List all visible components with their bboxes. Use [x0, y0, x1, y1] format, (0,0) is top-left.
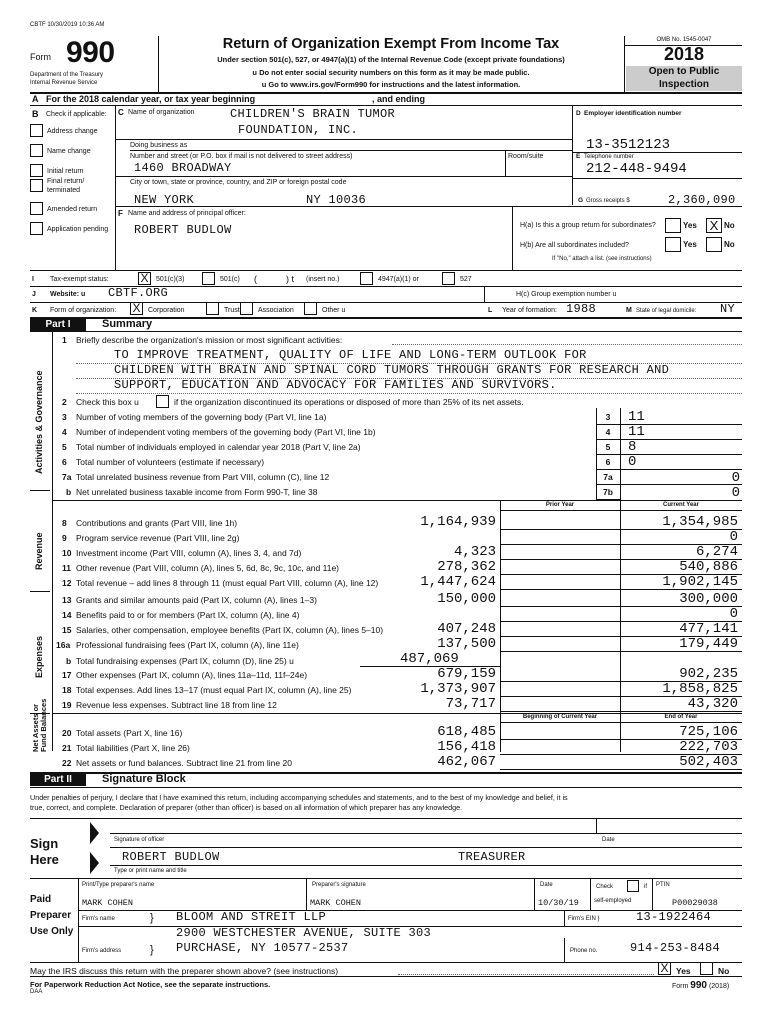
expense-line-num: 19 — [62, 700, 72, 710]
check-label: Check — [596, 884, 614, 890]
sidebar-expenses: Expenses — [34, 635, 44, 678]
mission-line-1: TO IMPROVE TREATMENT, QUALITY OF LIFE AND LONG-TERM OUTLOOK FOR — [114, 348, 587, 362]
revenue-line-text: Total revenue – add lines 8 through 11 (must equal Part VIII, column (A), line 12) — [76, 578, 379, 588]
revenue-line-num: 8 — [62, 518, 67, 528]
expense-line-num: 13 — [62, 595, 72, 605]
revenue-line-rule — [500, 529, 742, 530]
expense-line-rule — [500, 711, 742, 712]
revenue-line-text: Other revenue (Part VIII, column (A), lines 5, 6d, 8c, 9c, 10c, and 11e) — [76, 563, 339, 573]
association-label: Association — [258, 307, 294, 314]
501c-open-paren: ( — [254, 274, 257, 284]
gov-line-num: 3 — [62, 412, 67, 422]
sign-arrow-icon — [90, 822, 99, 844]
section-f-label: F — [118, 209, 123, 218]
ha-no-checkbox[interactable]: X — [706, 218, 722, 233]
sign-arrow-icon — [90, 852, 99, 874]
firm-ein: 13-1922464 — [636, 910, 712, 924]
section-d-label: D — [576, 110, 581, 117]
501c3-checkbox[interactable]: X — [138, 272, 151, 285]
line-a-ending: , and ending — [372, 94, 425, 104]
expense-line-current: 477,141 — [679, 621, 738, 637]
revenue-line-current: 1,354,985 — [662, 514, 738, 530]
line16b-num: b — [66, 656, 72, 666]
gov-line-rule — [596, 469, 742, 470]
net-assets-line-prior: 462,067 — [437, 754, 496, 770]
discuss-yes-label: Yes — [676, 966, 691, 976]
preparer-name: MARK COHEN — [82, 898, 134, 908]
gov-line-text: Total number of volunteers (estimate if necessary) — [76, 457, 265, 467]
gov-line-num: 5 — [62, 442, 67, 452]
line1-num: 1 — [62, 335, 67, 345]
gov-line-rule — [596, 454, 742, 455]
501c-checkbox[interactable] — [202, 272, 215, 285]
city-label: City or town, state or province, country, and ZIP or foreign postal code — [130, 179, 347, 186]
phone-value: 212-448-9494 — [586, 161, 687, 177]
footer-form-year: (2018) — [708, 983, 730, 990]
revenue-line-current: 1,902,145 — [662, 574, 738, 590]
officer-signature-label: Signature of officer — [114, 837, 165, 843]
gov-line-num: b — [66, 487, 72, 497]
revenue-line-prior: 4,323 — [453, 544, 496, 560]
hb-question: H(b) Are all subordinates included? — [520, 242, 629, 249]
revenue-line-num: 11 — [62, 563, 71, 573]
officer-label: Name and address of principal officer: — [128, 210, 246, 217]
part1-label: Part I — [30, 318, 86, 331]
section-e-label: E — [576, 153, 581, 160]
address-change-label: Address change — [47, 128, 98, 135]
expense-line-current: 43,320 — [687, 696, 738, 712]
col-current-year: Current Year — [663, 502, 699, 508]
revenue-line-num: 10 — [62, 548, 72, 558]
group-exemption-label: H(c) Group exemption number u — [516, 291, 617, 298]
expense-line-current: 300,000 — [679, 591, 738, 607]
hb-no-checkbox[interactable] — [706, 237, 722, 252]
gov-line-text: Net unrelated business taxable income from Form 990-T, line 38 — [76, 487, 318, 497]
discuss-yes-checkbox[interactable]: X — [658, 962, 671, 975]
part2-title: Signature Block — [102, 773, 186, 785]
net-assets-line-prior: 618,485 — [437, 724, 496, 740]
city-value: NEW YORK — [134, 193, 195, 207]
preparer-phone: 914-253-8484 — [630, 941, 721, 955]
discuss-no-checkbox[interactable] — [700, 962, 713, 975]
expense-line-num: 17 — [62, 670, 72, 680]
sidebar-net-assets-2: Fund Balances — [39, 698, 48, 752]
preparer-date: 10/30/19 — [538, 898, 579, 908]
footer-form-word: Form — [672, 983, 689, 990]
room-label: Room/suite — [508, 153, 544, 160]
net-assets-line-rule — [500, 769, 742, 770]
col-prior-year: Prior Year — [545, 502, 575, 508]
gov-line-box: 5 — [605, 442, 611, 452]
self-employed-label: self-employed — [594, 898, 632, 904]
gov-line-num: 6 — [62, 457, 67, 467]
final-return-checkbox[interactable] — [30, 179, 43, 192]
sidebar-net-assets — [32, 699, 48, 752]
gov-line-box: 6 — [605, 457, 611, 467]
net-assets-line-current: 502,403 — [679, 754, 738, 770]
gov-line-text: Number of independent voting members of the governing body (Part VI, line 1b) — [76, 427, 376, 437]
section-k-label: K — [32, 307, 38, 314]
officer-printed-name: ROBERT BUDLOW — [122, 850, 220, 864]
gov-line-rule — [596, 439, 742, 440]
firm-name: BLOOM AND STREIT LLP — [176, 910, 327, 924]
revenue-line-prior: 1,164,939 — [420, 514, 496, 530]
trust-checkbox[interactable] — [206, 302, 219, 315]
type-print-label: Type or print name and title — [114, 868, 187, 874]
amended-return-checkbox[interactable] — [30, 202, 43, 215]
paperwork-notice: For Paperwork Reduction Act Notice, see the separate instructions. — [30, 980, 271, 989]
line-a-text: For the 2018 calendar year, or tax year beginning — [46, 94, 256, 104]
4947-label: 4947(a)(1) or — [378, 276, 419, 283]
501c-close-paren: ) t — [286, 274, 294, 284]
officer-title: TREASURER — [458, 850, 526, 864]
gov-line-num: 4 — [62, 427, 67, 437]
expense-line-rule — [500, 606, 742, 607]
firm-address-brace: } — [150, 944, 154, 956]
expense-line-current: 0 — [729, 606, 738, 622]
expense-line-text: Benefits paid to or for members (Part IX, column (A), line 4) — [76, 610, 300, 620]
domicile-label: State of legal domicile: — [636, 308, 697, 314]
dba-label: Doing business as — [130, 142, 188, 149]
expense-line-current: 179,449 — [679, 636, 738, 652]
penalty-text-2: true, correct, and complete. Declaration of preparer (other than officer) is based on all information of which preparer has any knowledge. — [30, 803, 463, 812]
amended-return-label: Amended return — [47, 206, 98, 213]
dept-irs: Internal Revenue Service — [30, 80, 98, 86]
ein-value: 13-3512123 — [586, 137, 671, 153]
line16b-value: 487,069 — [400, 651, 459, 667]
expense-line-num: 15 — [62, 625, 72, 635]
gov-line-box: 3 — [605, 412, 611, 422]
ssn-note: u Do not enter social security numbers on this form as it may be made public. — [252, 68, 530, 77]
part2-label: Part II — [30, 773, 86, 786]
hb-no-label: No — [724, 240, 735, 249]
other-org-checkbox[interactable] — [304, 302, 317, 315]
initial-return-label: Initial return — [47, 168, 84, 175]
gov-line-value: 0 — [731, 470, 740, 486]
name-change-checkbox[interactable] — [30, 144, 43, 157]
use-only-label: Use Only — [30, 926, 74, 937]
org-name-line2: FOUNDATION, INC. — [238, 123, 359, 137]
revenue-line-text: Program service revenue (Part VIII, line 2g) — [76, 533, 240, 543]
preparer-name-label: Print/Type preparer's name — [82, 882, 155, 888]
gov-line-value: 11 — [628, 409, 645, 425]
net-assets-line-num: 20 — [62, 728, 72, 738]
tax-exempt-label: Tax-exempt status: — [50, 276, 109, 283]
501c-label: 501(c) — [220, 276, 240, 283]
expense-line-num: 16a — [56, 640, 71, 650]
form-title: Return of Organization Exempt From Income Tax — [222, 36, 560, 52]
gov-line-text: Total unrelated business revenue from Part VIII, column (C), line 12 — [76, 472, 330, 482]
ein-label: Employer identification number — [584, 110, 682, 117]
revenue-line-text: Investment income (Part VIII, column (A), lines 3, 4, and 7d) — [76, 548, 302, 558]
phone-no-label: Phone no. — [570, 948, 598, 954]
expense-line-current: 902,235 — [679, 666, 738, 682]
gov-line-value: 0 — [628, 454, 637, 470]
firm-address-line2: PURCHASE, NY 10577-2537 — [176, 941, 349, 955]
firm-address-label: Firm's address — [82, 948, 122, 954]
paid-label: Paid — [30, 894, 52, 905]
firm-name-brace: } — [150, 912, 154, 924]
firm-address-line1: 2900 WESTCHESTER AVENUE, SUITE 303 — [176, 926, 432, 940]
insert-no-label: (insert no.) — [306, 276, 340, 283]
gov-line-num: 7a — [62, 472, 72, 482]
preparer-signature: MARK COHEN — [310, 898, 362, 908]
expense-line-num: 14 — [62, 610, 72, 620]
expense-line-prior: 150,000 — [437, 591, 496, 607]
ha-question: H(a) Is this a group return for subordinates? — [520, 222, 656, 229]
hb-note: If "No," attach a list. (see instructions) — [552, 256, 652, 262]
revenue-line-current: 540,886 — [679, 559, 738, 575]
expense-line-prior: 137,500 — [437, 636, 496, 652]
revenue-line-num: 9 — [62, 533, 67, 543]
tax-year: 2018 — [663, 44, 705, 64]
form-word: Form — [30, 52, 51, 62]
daa-label: DAA — [30, 989, 43, 995]
ptin-label: PTIN — [656, 882, 670, 888]
net-assets-line-current: 222,703 — [679, 739, 738, 755]
expense-line-text: Total expenses. Add lines 13–17 (must equal Part IX, column (A), line 25) — [76, 685, 352, 695]
org-name-label: Name of organization — [128, 109, 195, 116]
gov-line-box: 7a — [603, 472, 613, 482]
revenue-line-prior: 1,447,624 — [420, 574, 496, 590]
preparer-label: Preparer — [30, 910, 72, 921]
expense-line-text: Professional fundraising fees (Part IX, column (A), line 11e) — [76, 640, 299, 650]
section-b-text: Check if applicable: — [46, 111, 107, 118]
sign-label-1: Sign — [30, 836, 59, 851]
net-assets-line-current: 725,106 — [679, 724, 738, 740]
website-label: Website: u — [50, 291, 86, 298]
other-org-label: Other u — [322, 307, 346, 314]
ha-yes-checkbox[interactable] — [665, 218, 681, 233]
501c3-label: 501(c)(3) — [156, 276, 185, 283]
expense-line-text: Other expenses (Part IX, column (A), lines 11a–11d, 11f–24e) — [76, 670, 308, 680]
name-change-label: Name change — [47, 148, 91, 155]
section-b-label: B — [32, 109, 39, 119]
section-g-label: G — [578, 197, 584, 204]
gov-line-rule — [596, 424, 742, 425]
expense-line-num: 18 — [62, 685, 72, 695]
omb-number: OMB No. 1545-0047 — [656, 37, 712, 43]
association-checkbox[interactable] — [240, 302, 253, 315]
net-assets-line-prior: 156,418 — [437, 739, 496, 755]
gov-line-text: Number of voting members of the governing body (Part VI, line 1a) — [76, 412, 327, 422]
initial-return-checkbox[interactable] — [30, 164, 43, 177]
print-stamp: CBTF 10/30/2019 10:36 AM — [30, 22, 105, 28]
domicile-value: NY — [720, 302, 736, 316]
mission-line-2: CHILDREN WITH BRAIN AND SPINAL CORD TUMORS THROUGH GRANTS FOR RESEARCH AND — [114, 363, 670, 377]
sign-label-2: Here — [30, 852, 59, 867]
net-assets-line-text: Total liabilities (Part X, line 26) — [76, 743, 190, 753]
527-label: 527 — [460, 276, 472, 283]
gov-line-value: 0 — [731, 485, 740, 501]
officer-name: ROBERT BUDLOW — [134, 223, 232, 237]
hb-yes-checkbox[interactable] — [665, 237, 681, 252]
revenue-line-current: 6,274 — [695, 544, 738, 560]
part1-title: Summary — [102, 318, 153, 330]
section-c-label: C — [118, 108, 124, 117]
line-a-label: A — [32, 94, 39, 104]
section-j-label: J — [32, 291, 36, 298]
expense-line-prior: 679,159 — [437, 666, 496, 682]
ha-yes-label: Yes — [683, 221, 697, 230]
preparer-signature-label: Preparer's signature — [312, 882, 366, 888]
discuss-no-label: No — [718, 966, 730, 976]
expense-line-prior: 407,248 — [437, 621, 496, 637]
expense-line-text: Grants and similar amounts paid (Part IX, column (A), lines 1–3) — [76, 595, 317, 605]
street-label: Number and street (or P.O. box if mail is not delivered to street address) — [130, 153, 353, 160]
527-checkbox[interactable] — [442, 272, 455, 285]
corporation-checkbox[interactable]: X — [130, 302, 143, 315]
net-assets-line-num: 21 — [62, 743, 72, 753]
year-formation-value: 1988 — [566, 302, 597, 316]
sidebar-activities-governance: Activities & Governance — [34, 370, 44, 474]
form-of-org-label: Form of organization: — [50, 307, 117, 314]
expense-line-text: Revenue less expenses. Subtract line 18 from line 12 — [76, 700, 277, 710]
col-beginning-year: Beginning of Current Year — [522, 714, 598, 720]
revenue-line-text: Contributions and grants (Part VIII, line 1h) — [76, 518, 238, 528]
sidebar-net-assets-1: Net Assets or — [31, 703, 40, 752]
line2-num: 2 — [62, 397, 67, 407]
year-formation-label: Year of formation: — [502, 307, 557, 314]
line2-text-b: if the organization discontinued its operations or disposed of more than 25% of its net assets. — [174, 397, 524, 407]
section-i-label: I — [32, 276, 34, 283]
penalty-text-1: Under penalties of perjury, I declare that I have examined this return, including accompanying schedules and statements, and to the best of my knowledge and belief, it is — [30, 793, 568, 802]
corporation-label: Corporation — [148, 307, 185, 314]
line16b-text: Total fundraising expenses (Part IX, column (D), line 25) u — [76, 656, 294, 666]
discontinued-checkbox[interactable] — [156, 395, 169, 408]
org-name-line1: CHILDREN'S BRAIN TUMOR — [230, 107, 396, 121]
dept-treasury: Department of the Treasury — [30, 72, 104, 78]
preparer-date-label: Date — [540, 882, 553, 888]
section-m-label: M — [626, 307, 632, 314]
net-assets-line-num: 22 — [62, 758, 72, 768]
state-zip-value: NY 10036 — [306, 193, 367, 207]
revenue-line-current: 0 — [729, 529, 738, 545]
expense-line-current: 1,858,825 — [662, 681, 738, 697]
form-number: 990 — [66, 36, 115, 69]
street-value: 1460 BROADWAY — [134, 161, 232, 175]
if-label: if — [644, 884, 647, 890]
firm-name-label: Firm's name — [82, 916, 115, 922]
gov-line-rule — [596, 484, 742, 485]
sidebar-revenue: Revenue — [34, 532, 44, 570]
application-pending-label: Application pending — [47, 226, 109, 233]
gov-line-value: 11 — [628, 424, 645, 440]
section-l-label: L — [488, 307, 493, 314]
form-subtitle: Under section 501(c), 527, or 4947(a)(1) of the Internal Revenue Code (except private foundations) — [217, 55, 565, 64]
officer-date-label: Date — [602, 837, 615, 843]
footer-form-number: 990 — [690, 980, 707, 991]
line2-text-a: Check this box u — [76, 397, 139, 407]
website-value: CBTF.ORG — [108, 286, 169, 300]
gov-line-text: Total number of individuals employed in calendar year 2018 (Part V, line 2a) — [76, 442, 361, 452]
application-pending-checkbox[interactable] — [30, 222, 43, 235]
revenue-line-prior: 278,362 — [437, 559, 496, 575]
trust-label: Trust — [224, 307, 240, 314]
net-assets-line-text: Net assets or fund balances. Subtract line 21 from line 20 — [76, 758, 292, 768]
revenue-line-rule — [500, 589, 742, 590]
col-end-year: End of Year — [664, 714, 698, 720]
mission-line-3: SUPPORT, EDUCATION AND ADVOCACY FOR FAMILIES AND SURVIVORS. — [114, 378, 557, 392]
gross-receipts-value: 2,360,090 — [668, 193, 736, 207]
expense-line-text: Salaries, other compensation, employee benefits (Part IX, column (A), lines 5–10) — [76, 625, 384, 635]
expense-line-prior: 1,373,907 — [420, 681, 496, 697]
open-inspection-1: Open to Public — [626, 66, 742, 78]
ha-no-label: No — [724, 221, 735, 230]
website-note: u Go to www.irs.gov/Form990 for instructions and the latest information. — [261, 80, 521, 89]
firm-ein-label: Firm's EIN } — [568, 916, 600, 922]
expense-line-rule — [500, 651, 742, 652]
4947-checkbox[interactable] — [360, 272, 373, 285]
final-return-label: Final return/ terminated — [47, 178, 85, 194]
gross-receipts-label: Gross receipts $ — [586, 198, 630, 204]
gov-line-box: 4 — [605, 427, 611, 437]
open-inspection-2: Inspection — [626, 78, 742, 91]
self-employed-checkbox[interactable] — [627, 880, 639, 892]
gov-line-box: 7b — [603, 487, 613, 497]
line1-text: Briefly describe the organization's mission or most significant activities: — [76, 335, 343, 345]
address-change-checkbox[interactable] — [30, 124, 43, 137]
revenue-line-num: 12 — [62, 578, 72, 588]
expense-line-prior: 73,717 — [445, 696, 496, 712]
discuss-question: May the IRS discuss this return with the preparer shown above? (see instructions) — [30, 966, 339, 976]
hb-yes-label: Yes — [683, 240, 697, 249]
footer-form-label — [672, 980, 729, 991]
preparer-ptin: P00029038 — [672, 898, 718, 908]
phone-label: Telephone number — [584, 154, 634, 160]
net-assets-line-text: Total assets (Part X, line 16) — [76, 728, 183, 738]
gov-line-value: 8 — [628, 439, 637, 455]
